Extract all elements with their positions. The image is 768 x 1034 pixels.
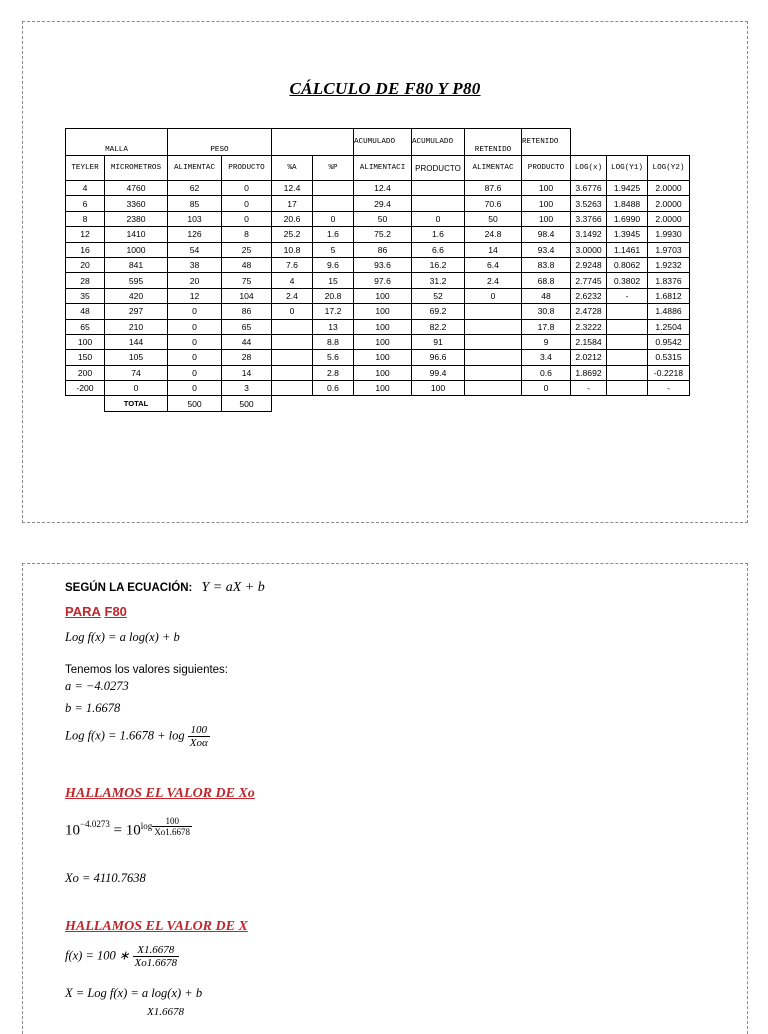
table-cell: 100 xyxy=(412,381,465,396)
table-cell: 2.0000 xyxy=(648,181,690,196)
fraction-x-xo: $\frac{X1.6678}{Xo1.6678}$ xyxy=(134,944,177,969)
table-cell: 3 xyxy=(222,381,272,396)
table-cell: 6.6 xyxy=(412,242,465,257)
table-cell: 1.3945 xyxy=(607,227,648,242)
table-cell: 48 xyxy=(522,288,571,303)
table-cell: 100 xyxy=(354,288,412,303)
table-row xyxy=(66,288,690,303)
table-cell: 9 xyxy=(522,334,571,349)
header-producto-3: PRODUCTO xyxy=(522,156,571,181)
table-cell: 100 xyxy=(354,365,412,380)
total-label: TOTAL xyxy=(105,396,168,411)
table-cell: 74 xyxy=(105,365,168,380)
table-cell: 0.6 xyxy=(313,381,354,396)
table-cell: 54 xyxy=(168,242,222,257)
table-cell: 104 xyxy=(222,288,272,303)
table-cell: 24.8 xyxy=(465,227,522,242)
table-cell: 83.8 xyxy=(522,257,571,272)
page-2 xyxy=(22,563,748,1034)
fraction-100-xo: $\frac{100}{\text{Xoα}}$ xyxy=(189,724,208,749)
table-row xyxy=(66,242,690,257)
table-cell: 0 xyxy=(412,211,465,226)
table-cell: 100 xyxy=(354,350,412,365)
table-body xyxy=(66,181,690,396)
table-cell: 0 xyxy=(522,381,571,396)
table-cell: - xyxy=(607,288,648,303)
table-cell: 4760 xyxy=(105,181,168,196)
header-pct-p: %P xyxy=(313,156,354,181)
table-cell: 16.2 xyxy=(412,257,465,272)
table-cell: 1.6990 xyxy=(607,211,648,226)
table-cell: 86 xyxy=(354,242,412,257)
table-cell: 1410 xyxy=(105,227,168,242)
header-log-x: LOG(x) xyxy=(571,156,607,181)
table-cell: 1.4886 xyxy=(648,304,690,319)
table-cell xyxy=(272,365,313,380)
table-cell xyxy=(607,319,648,334)
table-cell: 15 xyxy=(313,273,354,288)
table-cell: 100 xyxy=(354,304,412,319)
table-cell: 96.6 xyxy=(412,350,465,365)
table-cell: 65 xyxy=(222,319,272,334)
table-cell: 100 xyxy=(354,334,412,349)
table-cell: 8 xyxy=(66,211,105,226)
table-cell xyxy=(272,334,313,349)
table-cell: 93.6 xyxy=(354,257,412,272)
segun-equation: Y = aX + b xyxy=(201,580,265,595)
table-cell: 20.8 xyxy=(313,288,354,303)
table-cell: 75 xyxy=(222,273,272,288)
table-cell: 4 xyxy=(66,181,105,196)
header-retenido-alim: RETENIDO xyxy=(465,129,522,156)
header-producto-2: PRODUCTO xyxy=(412,156,465,181)
table-cell: 1.6 xyxy=(412,227,465,242)
table-cell: 30.8 xyxy=(522,304,571,319)
table-cell: 1.8488 xyxy=(607,196,648,211)
table-cell: -0.2218 xyxy=(648,365,690,380)
header-peso: PESO xyxy=(168,129,272,156)
table-cell: 14 xyxy=(465,242,522,257)
table-cell: 48 xyxy=(66,304,105,319)
table-cell: 0 xyxy=(222,196,272,211)
table-cell: 10.8 xyxy=(272,242,313,257)
table-cell: 68.8 xyxy=(522,273,571,288)
table-cell: 2.8 xyxy=(313,365,354,380)
table-cell: 420 xyxy=(105,288,168,303)
table-cell: 0 xyxy=(168,381,222,396)
header-pct-a: %A xyxy=(272,156,313,181)
table-cell: 16 xyxy=(66,242,105,257)
table-cell: 1.9425 xyxy=(607,181,648,196)
table-cell: 1000 xyxy=(105,242,168,257)
table-cell: 1.1461 xyxy=(607,242,648,257)
table-cell xyxy=(412,181,465,196)
table-row xyxy=(66,381,690,396)
table-cell: 99.4 xyxy=(412,365,465,380)
table-cell: 82.2 xyxy=(412,319,465,334)
table-cell: 1.6812 xyxy=(648,288,690,303)
table-cell: 97.6 xyxy=(354,273,412,288)
table-cell: 100 xyxy=(522,181,571,196)
table-cell xyxy=(412,196,465,211)
table-cell: 0.3802 xyxy=(607,273,648,288)
table-cell: 2.1584 xyxy=(571,334,607,349)
table-cell: 20.6 xyxy=(272,211,313,226)
table-cell xyxy=(607,365,648,380)
table-row xyxy=(66,196,690,211)
table-cell: 0 xyxy=(168,319,222,334)
table-header-row-1 xyxy=(66,129,690,156)
table-row xyxy=(66,273,690,288)
header-producto: PRODUCTO xyxy=(222,156,272,181)
header-alimentac: ALIMENTAC xyxy=(168,156,222,181)
table-cell: 2380 xyxy=(105,211,168,226)
table-cell: 12.4 xyxy=(272,181,313,196)
table-cell: 0 xyxy=(272,304,313,319)
table-cell: 2.0000 xyxy=(648,211,690,226)
table-cell: 28 xyxy=(66,273,105,288)
total-producto: 500 xyxy=(222,396,272,411)
table-cell: 12 xyxy=(168,288,222,303)
table-cell: 2.7745 xyxy=(571,273,607,288)
header-retenido-prod: RETENIDO xyxy=(522,129,571,156)
table-cell xyxy=(313,196,354,211)
table-cell: 297 xyxy=(105,304,168,319)
table-cell: 93.4 xyxy=(522,242,571,257)
table-cell: 1.8376 xyxy=(648,273,690,288)
table-cell: 91 xyxy=(412,334,465,349)
table-cell xyxy=(272,381,313,396)
table-cell: 7.6 xyxy=(272,257,313,272)
table-cell: 0 xyxy=(465,288,522,303)
equation-fx: Log f(x) = 1.6678 + log $\frac{100}{\text{Xoα}}$ xyxy=(65,724,208,749)
table-cell: 2.6232 xyxy=(571,288,607,303)
table-cell: 0 xyxy=(168,334,222,349)
table-header-row-2 xyxy=(66,156,690,181)
table-cell: 1.6 xyxy=(313,227,354,242)
table-cell: 1.9232 xyxy=(648,257,690,272)
table-cell: 14 xyxy=(222,365,272,380)
equation-log: Log f(x) = a log(x) + b xyxy=(65,630,180,644)
table-row xyxy=(66,319,690,334)
table-cell xyxy=(313,181,354,196)
table-cell: 87.6 xyxy=(465,181,522,196)
table-cell: 3.5263 xyxy=(571,196,607,211)
heading-xo: HALLAMOS EL VALOR DE Xo xyxy=(65,786,255,801)
table-cell: 3.3766 xyxy=(571,211,607,226)
fx-equation: f(x) = 100 ∗ $\frac{X1.6678}{Xo1.6678}$ xyxy=(65,944,177,969)
table-cell: 0 xyxy=(222,181,272,196)
table-cell: 0 xyxy=(168,350,222,365)
table-row xyxy=(66,304,690,319)
table-cell xyxy=(272,319,313,334)
table-cell: 31.2 xyxy=(412,273,465,288)
table-cell xyxy=(465,381,522,396)
b-value: b = 1.6678 xyxy=(65,701,121,715)
table-cell: 0.8062 xyxy=(607,257,648,272)
table-cell: 20 xyxy=(168,273,222,288)
table-cell: 4 xyxy=(272,273,313,288)
header-blank xyxy=(272,129,354,156)
tenemos-text: Tenemos los valores siguientes: xyxy=(65,664,228,676)
table-cell: 2.4 xyxy=(272,288,313,303)
table-cell: 25 xyxy=(222,242,272,257)
table-cell: 6 xyxy=(66,196,105,211)
table-cell: 100 xyxy=(522,211,571,226)
table-cell xyxy=(607,304,648,319)
granulometry-table xyxy=(65,128,690,412)
table-cell: 3.6776 xyxy=(571,181,607,196)
para-f80-line xyxy=(65,604,127,619)
table-cell: 50 xyxy=(354,211,412,226)
table-cell: 103 xyxy=(168,211,222,226)
table-cell: 841 xyxy=(105,257,168,272)
table-cell xyxy=(607,381,648,396)
table-cell: 2.9248 xyxy=(571,257,607,272)
table-cell: 6.4 xyxy=(465,257,522,272)
table-cell: 0.5315 xyxy=(648,350,690,365)
table-cell: 100 xyxy=(522,196,571,211)
table-cell: 0 xyxy=(105,381,168,396)
header-alimentaci: ALIMENTACI xyxy=(354,156,412,181)
header-acumulado-prod: ACUMULADO xyxy=(412,129,465,156)
table-cell xyxy=(465,350,522,365)
table-row xyxy=(66,365,690,380)
table-cell: 5.6 xyxy=(313,350,354,365)
table-cell xyxy=(465,334,522,349)
table-cell: 8 xyxy=(222,227,272,242)
table-cell: 126 xyxy=(168,227,222,242)
table-cell xyxy=(465,304,522,319)
table-cell: 210 xyxy=(105,319,168,334)
para-label: PARA xyxy=(65,604,101,619)
table-cell: 2.4728 xyxy=(571,304,607,319)
header-micrometros: MICROMETROS xyxy=(105,156,168,181)
para-f80: F80 xyxy=(104,604,127,619)
table-cell: 105 xyxy=(105,350,168,365)
table-cell: - xyxy=(648,381,690,396)
table-cell: 5 xyxy=(313,242,354,257)
table-cell: 100 xyxy=(354,319,412,334)
table-total-row xyxy=(66,396,690,411)
table-cell: 3.0000 xyxy=(571,242,607,257)
table-cell: 65 xyxy=(66,319,105,334)
table-cell: 13 xyxy=(313,319,354,334)
table-cell: 35 xyxy=(66,288,105,303)
table-cell: 2.0212 xyxy=(571,350,607,365)
table-row xyxy=(66,334,690,349)
table-row xyxy=(66,350,690,365)
table-cell xyxy=(465,319,522,334)
table-cell: 3.4 xyxy=(522,350,571,365)
table-cell: 17.8 xyxy=(522,319,571,334)
table-cell: 70.6 xyxy=(465,196,522,211)
header-acumulado-alim: ACUMULADO xyxy=(354,129,412,156)
table-cell: 75.2 xyxy=(354,227,412,242)
table-cell: 52 xyxy=(412,288,465,303)
table-cell xyxy=(465,365,522,380)
header-teyler: TEYLER xyxy=(66,156,105,181)
table-cell: 48 xyxy=(222,257,272,272)
header-alimentac-2: ALIMENTAC xyxy=(465,156,522,181)
table-cell: 0 xyxy=(222,211,272,226)
table-cell: 595 xyxy=(105,273,168,288)
a-value: a = −4.0273 xyxy=(65,679,129,693)
table-cell: 0 xyxy=(168,304,222,319)
table-cell xyxy=(272,350,313,365)
total-alimentac: 500 xyxy=(168,396,222,411)
table-cell: 100 xyxy=(354,381,412,396)
table-cell: 144 xyxy=(105,334,168,349)
table-cell: 100 xyxy=(66,334,105,349)
table-cell: - xyxy=(571,381,607,396)
table-cell: 12.4 xyxy=(354,181,412,196)
last-fraction-numerator: X1.6678 xyxy=(147,1006,184,1018)
table-cell: 25.2 xyxy=(272,227,313,242)
table-cell: 17.2 xyxy=(313,304,354,319)
table-cell: 17 xyxy=(272,196,313,211)
table-cell: 9.6 xyxy=(313,257,354,272)
table-cell: 3360 xyxy=(105,196,168,211)
heading-x: HALLAMOS EL VALOR DE X xyxy=(65,919,248,934)
table-cell: 2.3222 xyxy=(571,319,607,334)
table-row xyxy=(66,257,690,272)
table-cell: 2.4 xyxy=(465,273,522,288)
table-cell: 38 xyxy=(168,257,222,272)
page-title: CÁLCULO DE F80 Y P80 xyxy=(289,79,481,98)
table-cell: 1.9930 xyxy=(648,227,690,242)
header-log-y2: LOG(Y2) xyxy=(648,156,690,181)
page-1 xyxy=(22,21,748,523)
power-equation: $10^{-4.0273} = 10^{log \frac{100}{Xo1.6678}}$ xyxy=(65,816,191,839)
table-cell: 0 xyxy=(168,365,222,380)
table-cell: 50 xyxy=(465,211,522,226)
segun-line xyxy=(65,580,265,596)
table-cell: 44 xyxy=(222,334,272,349)
table-cell: 200 xyxy=(66,365,105,380)
table-cell: 98.4 xyxy=(522,227,571,242)
table-cell xyxy=(607,350,648,365)
table-cell: 3.1492 xyxy=(571,227,607,242)
table-cell: 20 xyxy=(66,257,105,272)
table-cell: 1.9703 xyxy=(648,242,690,257)
table-row xyxy=(66,227,690,242)
table-cell: 29.4 xyxy=(354,196,412,211)
table-cell: 0 xyxy=(313,211,354,226)
table-cell: 8.8 xyxy=(313,334,354,349)
table-cell: -200 xyxy=(66,381,105,396)
table-cell: 28 xyxy=(222,350,272,365)
table-row xyxy=(66,181,690,196)
table-cell: 0.6 xyxy=(522,365,571,380)
table-cell: 150 xyxy=(66,350,105,365)
header-log-y1: LOG(Y1) xyxy=(607,156,648,181)
header-malla: MALLA xyxy=(66,129,168,156)
table-cell: 86 xyxy=(222,304,272,319)
xo-value: Xo = 4110.7638 xyxy=(65,871,146,885)
table-cell xyxy=(607,334,648,349)
table-cell: 0.9542 xyxy=(648,334,690,349)
table-cell: 1.8692 xyxy=(571,365,607,380)
table-cell: 1.2504 xyxy=(648,319,690,334)
table-cell: 12 xyxy=(66,227,105,242)
table-row xyxy=(66,211,690,226)
table-cell: 69.2 xyxy=(412,304,465,319)
table-cell: 2.0000 xyxy=(648,196,690,211)
table-cell: 85 xyxy=(168,196,222,211)
segun-label: SEGÚN LA ECUACIÓN: xyxy=(65,582,193,594)
x-equation: X = Log f(x) = a log(x) + b xyxy=(65,986,203,1000)
table-cell: 62 xyxy=(168,181,222,196)
